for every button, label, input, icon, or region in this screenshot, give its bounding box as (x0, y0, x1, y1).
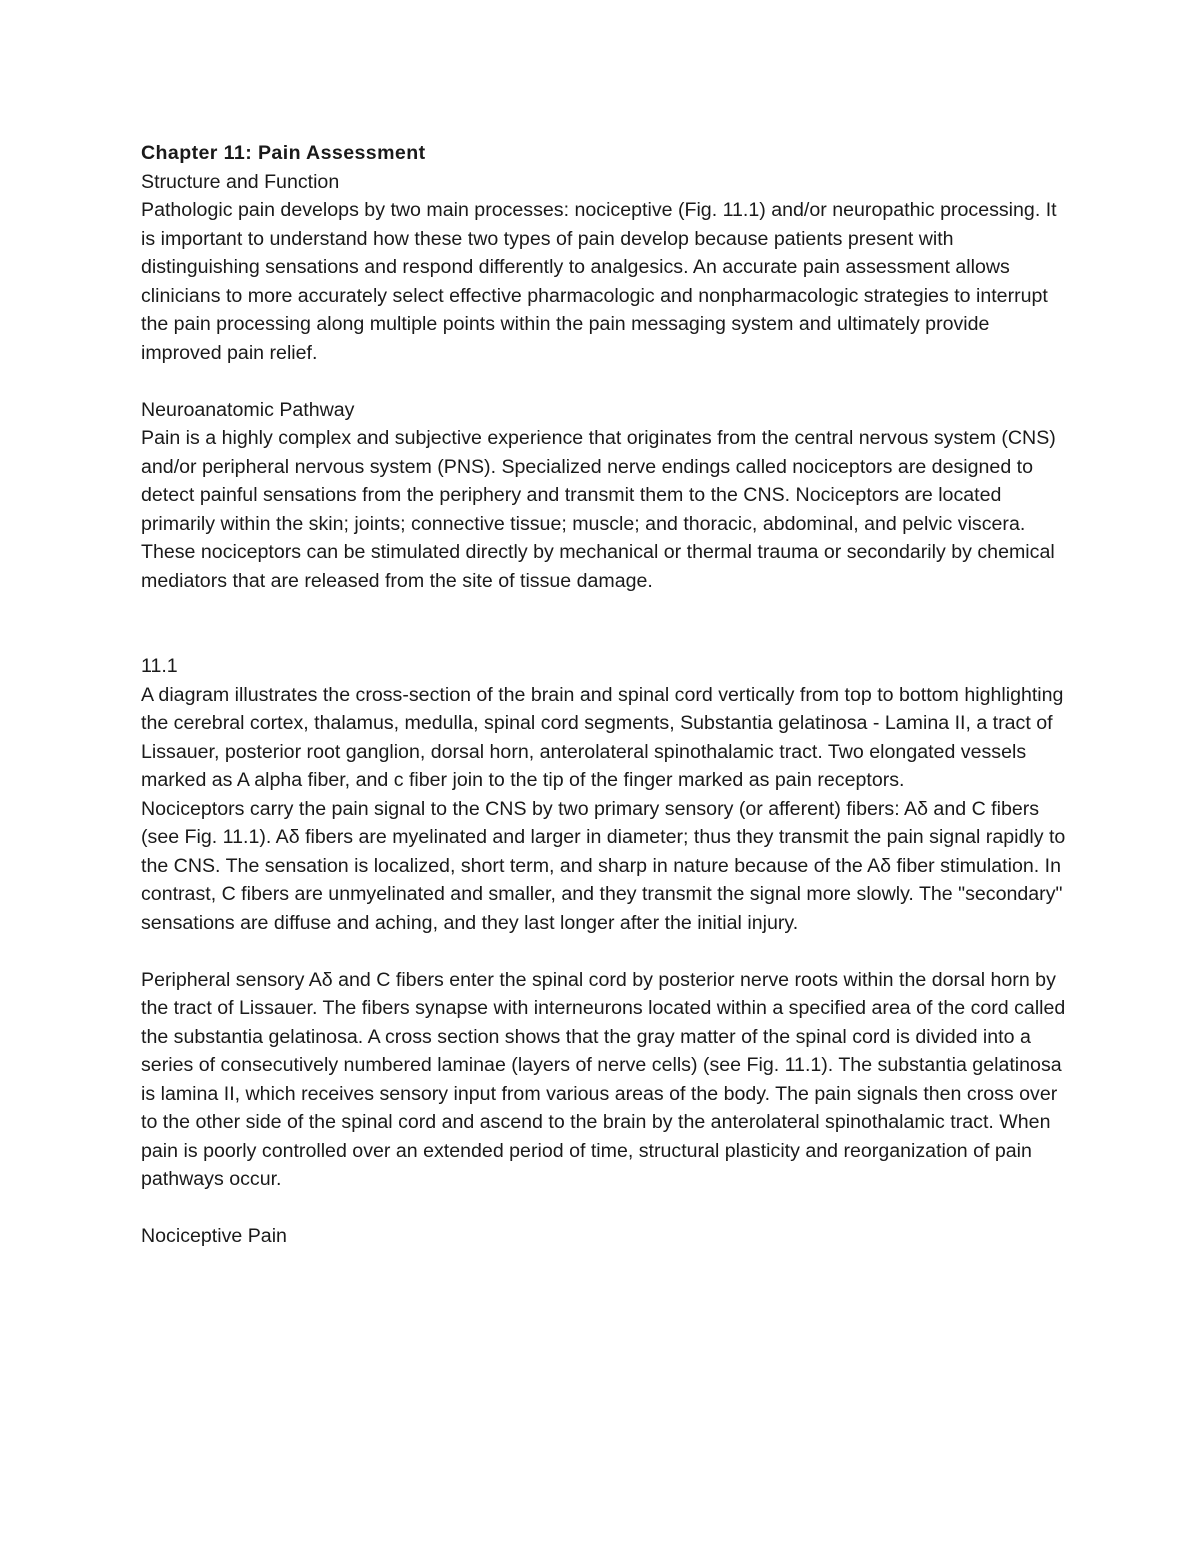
paragraph-fibers: Nociceptors carry the pain signal to the CNS by two primary sensory (or afferent) fibers: Aδ and C fibers (see Fig. 11.1). Aδ fibers are myelinated and larger in diameter; thus they transmit the pain signal rapidly to the CNS. The sensation is localized, short term, and sharp in nature because of the Aδ fiber stimulation. In contrast, C fibers are unmyelinated and smaller, and they transmit the signal more slowly. The "secondary" sensations are diffuse and aching, and they last longer after the initial injury. (141, 797, 1066, 934)
figure-number: 11.1 (141, 655, 178, 677)
paragraph-spacer (141, 595, 1066, 652)
paragraph-structure-function: Pathologic pain develops by two main processes: nociceptive (Fig. 11.1) and/or neuropathic processing. It is important to understand how these two types of pain develop because patients present with distinguishing sensations and respond differently to analgesics. An accurate pain assessment allows clinicians to more accurately select effective pharmacologic and nonpharmacologic strategies to interrupt the pain processing along multiple points within the pain messaging system and ultimately provide improved pain relief. (141, 199, 1057, 364)
paragraph-spacer (141, 367, 1066, 396)
section-heading-nociceptive-pain: Nociceptive Pain (141, 1225, 287, 1247)
paragraph-spacer (141, 1194, 1066, 1223)
paragraph-spacer (141, 937, 1066, 966)
section-heading-structure-function: Structure and Function (141, 170, 340, 193)
chapter-title: Chapter 11: Pain Assessment (141, 142, 426, 164)
document-page (141, 139, 1066, 1251)
section-heading-neuroanatomic-pathway: Neuroanatomic Pathway (141, 398, 355, 421)
paragraph-neuroanatomic-pathway: Pain is a highly complex and subjective experience that originates from the central nervous system (CNS) and/or peripheral nervous system (PNS). Specialized nerve endings called nociceptors are designed to detect painful sensations from the periphery and transmit them to the CNS. Nociceptors are located primarily within the skin; joints; connective tissue; muscle; and thoracic, abdominal, and pelvic viscera. These nociceptors can be stimulated directly by mechanical or thermal trauma or secondarily by chemical mediators that are released from the site of tissue damage. (141, 427, 1056, 592)
figure-caption: A diagram illustrates the cross-section of the brain and spinal cord vertically from top to bottom highlighting the cerebral cortex, thalamus, medulla, spinal cord segments, Substantia gelatinosa - Lamina II, a tract of Lissauer, posterior root ganglion, dorsal horn, anterolateral spinothalamic tract. Two elongated vessels marked as A alpha fiber, and c fiber join to the tip of the finger marked as pain receptors. (141, 683, 1064, 791)
paragraph-spinal-cord: Peripheral sensory Aδ and C fibers enter the spinal cord by posterior nerve roots within the dorsal horn by the tract of Lissauer. The fibers synapse with interneurons located within a specified area of the cord called the substantia gelatinosa. A cross section shows that the gray matter of the spinal cord is divided into a series of consecutively numbered laminae (layers of nerve cells) (see Fig. 11.1). The substantia gelatinosa is lamina II, which receives sensory input from various areas of the body. The pain signals then cross over to the other side of the spinal cord and ascend to the brain by the anterolateral spinothalamic tract. When pain is poorly controlled over an extended period of time, structural plasticity and reorganization of pain pathways occur. (141, 968, 1066, 1190)
